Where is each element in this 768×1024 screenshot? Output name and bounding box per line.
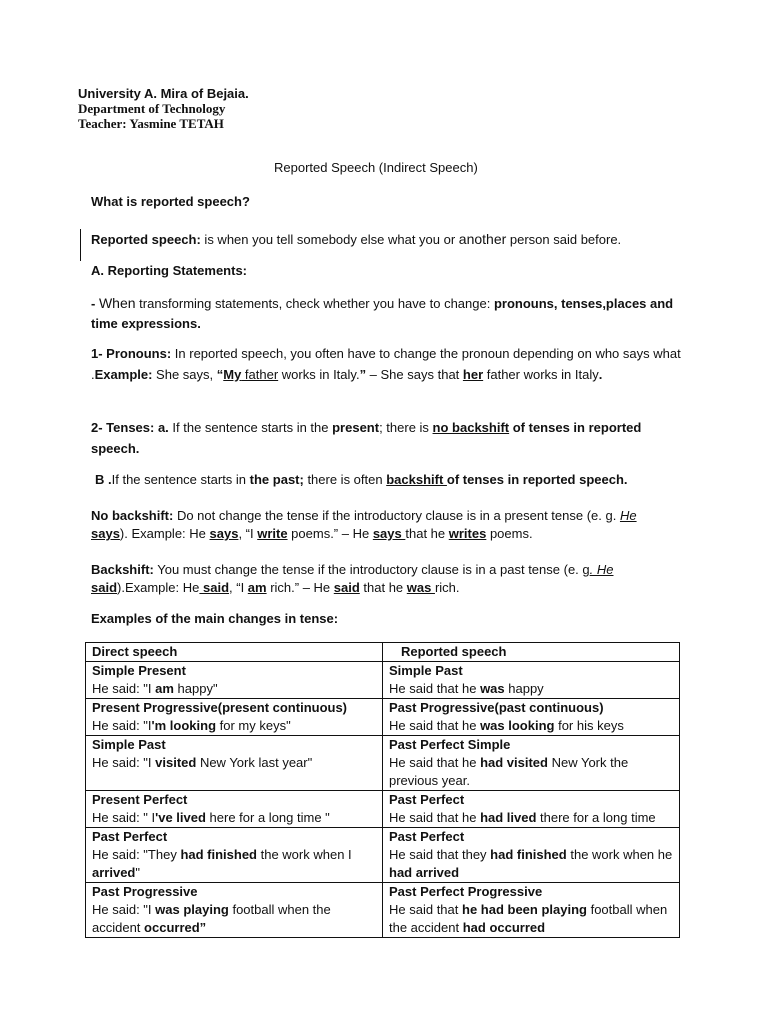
transform-paragraph xyxy=(91,293,691,334)
example-text: for his keys xyxy=(554,718,624,733)
tense-name: Past Progressive(past continuous) xyxy=(389,700,604,715)
no-backshift-text-2: ). Example: He xyxy=(119,526,210,541)
example-text: for my keys" xyxy=(216,718,291,733)
verb-form: had arrived xyxy=(389,865,460,880)
backshift-said: said xyxy=(91,580,118,595)
table-header-row xyxy=(86,643,680,662)
verb-form: was playing xyxy=(155,902,229,917)
direct-speech-cell xyxy=(86,791,383,828)
verb-form: had visited xyxy=(480,755,548,770)
transform-text: transforming statements, check whether you have to change xyxy=(135,296,487,311)
verb-form: arrived xyxy=(92,865,136,880)
tense-changes-table xyxy=(85,642,680,938)
backshift-text-5: that he xyxy=(359,580,407,595)
tense-name: Past Perfect xyxy=(389,829,465,844)
verb-form: occurred” xyxy=(144,920,207,935)
direct-speech-cell xyxy=(86,883,383,938)
example-text: He said: "I xyxy=(92,718,152,733)
example-text: football when the accident xyxy=(389,902,668,935)
example-text: He said: " I xyxy=(92,810,156,825)
example-text: New York the previous year. xyxy=(389,755,629,788)
tenses-b-label: B . xyxy=(95,472,112,487)
reported-speech-cell xyxy=(383,662,680,699)
tense-name: Simple Past xyxy=(92,737,166,752)
backshift-he: . He xyxy=(589,562,614,577)
revision-bar xyxy=(80,229,81,261)
example-text: He said: "I xyxy=(92,755,156,770)
pronouns-quote-close: ” xyxy=(359,367,367,382)
example-text: New York last year" xyxy=(196,755,313,770)
example-text: the work when he xyxy=(566,847,673,862)
tenses-text-2: ; there is xyxy=(379,420,433,435)
transform-bold-list: pronouns, tenses,places and time expressions. xyxy=(91,296,674,331)
tense-name: Past Perfect xyxy=(92,829,168,844)
pronouns-text-4: – She says that xyxy=(366,367,463,382)
pronouns-father: father xyxy=(241,367,279,382)
pronouns-text-2: She says, xyxy=(152,367,217,382)
question-heading: What is reported speech? xyxy=(91,194,250,209)
examples-heading: Examples of the main changes in tense: xyxy=(91,611,339,626)
direct-speech-cell xyxy=(86,828,383,883)
pronouns-text-5: father works in Italy xyxy=(483,367,599,382)
verb-form: had occurred xyxy=(462,920,546,935)
example-text: He said that he xyxy=(389,810,481,825)
example-text: He said that he xyxy=(389,681,481,696)
tenses-b-text: If the sentence starts in xyxy=(111,472,250,487)
tenses-text-3: of tenses in reported speech. xyxy=(91,420,642,456)
verb-form: visited xyxy=(155,755,197,770)
reported-speech-cell xyxy=(383,883,680,938)
tenses-b-backshift: backshift xyxy=(386,472,447,487)
pronouns-text-3: works in Italy. xyxy=(278,367,360,382)
no-backshift-text-5: that he xyxy=(405,526,449,541)
backshift-label: Backshift: xyxy=(91,562,154,577)
tense-name: Past Perfect Simple xyxy=(389,737,511,752)
example-text: " xyxy=(135,865,140,880)
definition-text: is when you tell somebody else what you or xyxy=(200,232,459,247)
tenses-no-backshift: no backshift xyxy=(432,420,510,435)
tenses-present: present xyxy=(332,420,380,435)
column-header-direct: Direct speech xyxy=(86,643,383,662)
tenses-label: 2- Tenses: a. xyxy=(91,420,169,435)
backshift-text-6: rich. xyxy=(434,580,460,595)
no-backshift-says-2: says xyxy=(209,526,239,541)
tense-name: Past Perfect Progressive xyxy=(389,884,543,899)
reported-speech-cell xyxy=(383,736,680,791)
tenses-paragraph xyxy=(91,417,691,459)
tense-name: Past Progressive xyxy=(92,884,198,899)
tenses-b-past: the past; xyxy=(249,472,304,487)
university-name: University A. Mira of Bejaia. xyxy=(78,86,249,101)
pronouns-text: In reported speech, you often have to change the pronoun depending on who says what . xyxy=(91,346,681,382)
verb-form: 've lived xyxy=(155,810,206,825)
example-text: football when the accident xyxy=(92,902,331,935)
tense-name: Simple Present xyxy=(92,663,186,678)
backshift-was: was xyxy=(406,580,435,595)
no-backshift-he: He xyxy=(619,508,637,523)
table-row xyxy=(86,791,680,828)
tenses-b-text-2: there is often xyxy=(303,472,387,487)
backshift-text-3: , “I xyxy=(229,580,248,595)
definition-word-another: another xyxy=(458,231,507,247)
verb-form: 'm looking xyxy=(151,718,217,733)
pronouns-quote-open: “ xyxy=(216,367,224,382)
section-a-heading: A. Reporting Statements: xyxy=(91,263,248,278)
tenses-b-paragraph xyxy=(95,470,695,490)
example-text: He said: "I xyxy=(92,902,156,917)
direct-speech-cell xyxy=(86,699,383,736)
verb-form: was xyxy=(480,681,505,696)
example-text: He said: "They xyxy=(92,847,181,862)
no-backshift-text-4: poems.” – He xyxy=(287,526,373,541)
no-backshift-text: Do not change the tense if the introductory clause is in a present tense (e. g. xyxy=(173,508,620,523)
backshift-text-4: rich.” – He xyxy=(266,580,334,595)
verb-form: am xyxy=(155,681,174,696)
backshift-said-2: said xyxy=(199,580,230,595)
no-backshift-writes: writes xyxy=(448,526,487,541)
tenses-text: If the sentence starts in the xyxy=(168,420,333,435)
example-text: He said that xyxy=(389,902,462,917)
pronouns-label: 1- Pronouns: xyxy=(91,346,172,361)
verb-form: was looking xyxy=(480,718,555,733)
example-text: happy xyxy=(504,681,544,696)
example-text: He said that they xyxy=(389,847,491,862)
verb-form: he had been playing xyxy=(462,902,587,917)
direct-speech-cell xyxy=(86,736,383,791)
backshift-text-2: ).Example: He xyxy=(117,580,200,595)
table-row xyxy=(86,736,680,791)
department-name: Department of Technology xyxy=(78,101,226,116)
no-backshift-text-6: poems. xyxy=(486,526,533,541)
reported-speech-cell xyxy=(383,828,680,883)
definition-term: Reported speech: xyxy=(91,232,201,247)
reported-speech-cell xyxy=(383,791,680,828)
example-text: happy" xyxy=(173,681,218,696)
verb-form: had lived xyxy=(480,810,537,825)
table-row xyxy=(86,662,680,699)
teacher-name: Teacher: Yasmine TETAH xyxy=(78,116,224,131)
tense-name: Present Perfect xyxy=(92,792,188,807)
backshift-am: am xyxy=(247,580,267,595)
table-row xyxy=(86,828,680,883)
table-row xyxy=(86,883,680,938)
definition-paragraph xyxy=(91,229,691,250)
no-backshift-label: No backshift: xyxy=(91,508,174,523)
backshift-paragraph xyxy=(91,561,671,597)
example-text: there for a long time xyxy=(536,810,656,825)
verb-form: had finished xyxy=(180,847,257,862)
no-backshift-write: write xyxy=(257,526,288,541)
table-row xyxy=(86,699,680,736)
no-backshift-text-3: , “I xyxy=(238,526,258,541)
document-title: Reported Speech (Indirect Speech) xyxy=(274,160,478,175)
direct-speech-cell xyxy=(86,662,383,699)
example-text: the work when I xyxy=(257,847,352,862)
tense-name: Past Perfect xyxy=(389,792,465,807)
reported-speech-cell xyxy=(383,699,680,736)
no-backshift-paragraph xyxy=(91,507,651,543)
tenses-b-text-3: of tenses in reported speech. xyxy=(446,472,628,487)
column-header-reported: Reported speech xyxy=(383,643,680,662)
pronouns-her: her xyxy=(462,367,484,382)
table-body xyxy=(86,662,680,938)
pronouns-my: My xyxy=(223,367,242,382)
no-backshift-says: says xyxy=(91,526,120,541)
transform-dash: - xyxy=(91,296,99,311)
backshift-text: You must change the tense if the introductory clause is in a past tense (e. g xyxy=(153,562,590,577)
pronouns-example-label: Example: xyxy=(94,367,153,382)
example-text: He said that he xyxy=(389,755,481,770)
backshift-said-3: said xyxy=(333,580,360,595)
example-text: He said that he xyxy=(389,718,481,733)
tense-name: Present Progressive(present continuous) xyxy=(92,700,348,715)
no-backshift-says-3: says xyxy=(372,526,406,541)
transform-colon: : xyxy=(486,296,494,311)
tense-name: Simple Past xyxy=(389,663,463,678)
pronouns-paragraph xyxy=(91,343,681,385)
definition-text-end: person said before. xyxy=(506,232,622,247)
transform-when: When xyxy=(98,295,136,311)
example-text: here for a long time " xyxy=(205,810,330,825)
example-text: He said: "I xyxy=(92,681,156,696)
pronouns-end: . xyxy=(598,367,603,382)
verb-form: had finished xyxy=(490,847,567,862)
